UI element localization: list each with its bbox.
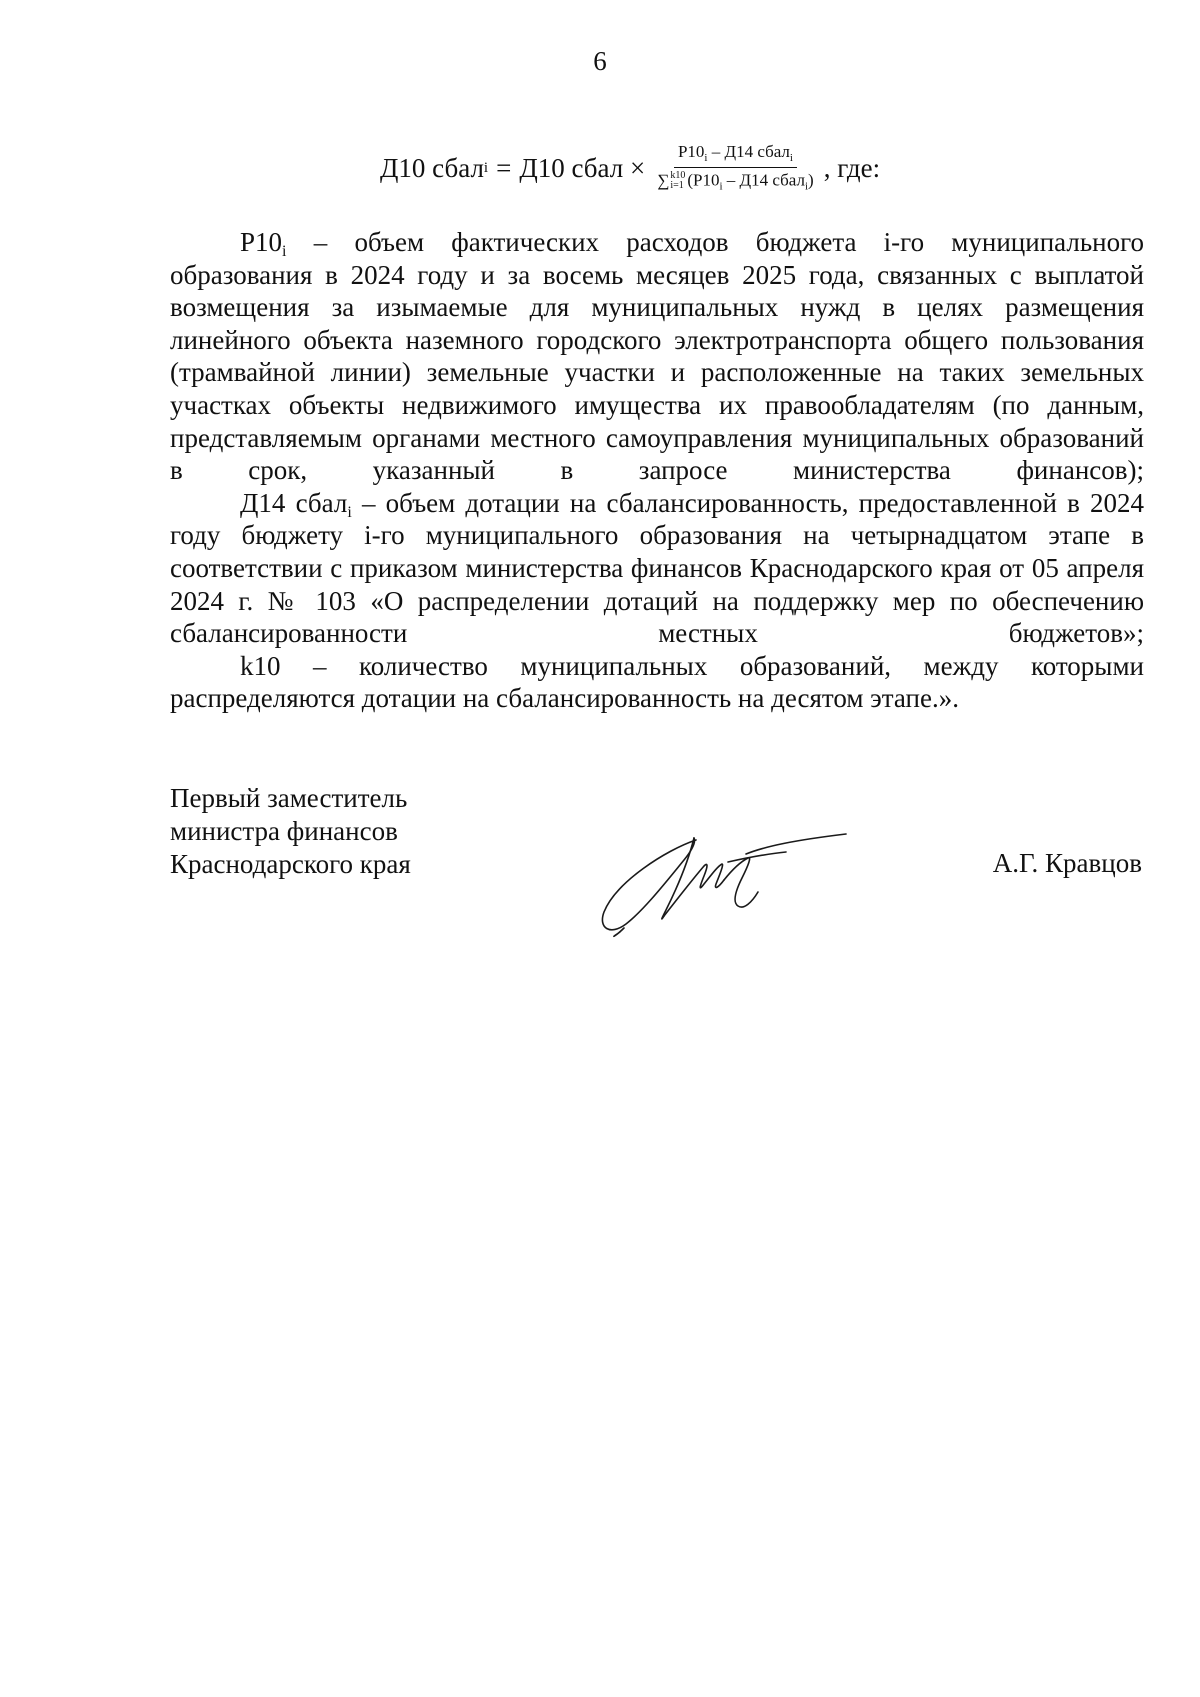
definition-term-sub: i — [347, 503, 352, 521]
definition-p10 — [170, 226, 1144, 487]
formula-suffix: , где: — [823, 152, 881, 183]
definition-k10 — [170, 650, 1144, 715]
definitions — [170, 226, 1144, 715]
numerator-term-b-sub: i — [789, 151, 793, 164]
definition-text: – количество муниципальных образований, между которыми распределяются дотации на сбалансированность на десятом этапе.». — [170, 650, 1144, 714]
definition-term-sub: i — [282, 243, 287, 260]
formula — [380, 128, 880, 208]
formula-fraction — [653, 143, 817, 194]
formula-denominator — [653, 168, 817, 193]
sigma-upper-limit: k10 — [670, 170, 686, 182]
signer-position-line: министра финансов — [170, 816, 398, 846]
definition-d14 — [170, 487, 1144, 650]
signer-position-line: Первый заместитель — [170, 783, 408, 813]
sigma-symbol: ∑ — [657, 170, 670, 190]
sigma-lower-limit: i=1 — [670, 179, 684, 191]
definition-text: – объем фактических расходов бюджета i-го муниципального образования в 2024 году и за восемь месяцев 2025 года, связанных с выплатой возмещения за изымаемые для муниципальных нужд в целях размещения линейного объекта наземного городского электротранспорта общего пользования (трамвайной линии) земельные участки и расположенные на таких земельных участках объекты недвижимого имущества их правообладателям (по данным, представляемым органами местного самоуправления муниципальных образований в срок, указанный в запросе министерства финансов); — [170, 227, 1144, 486]
signer-position-line: Краснодарского края — [170, 849, 411, 879]
formula-lhs: Д10 сбал — [380, 152, 484, 183]
definition-term: k10 — [240, 650, 281, 681]
handwritten-signature — [596, 832, 856, 942]
signer-position — [170, 782, 411, 881]
denominator-term-a: (Р10 — [687, 170, 720, 190]
formula-rhs-prefix: Д10 сбал × — [519, 152, 646, 183]
numerator-term-b: – Д14 сбал — [707, 141, 790, 161]
denominator-term-b: – Д14 сбал — [722, 170, 805, 190]
signer-name: А.Г. Кравцов — [992, 848, 1142, 878]
denominator-close: ) — [808, 170, 814, 190]
formula-numerator — [674, 143, 797, 169]
denominator-term-a-sub: i — [719, 180, 723, 193]
definition-term: Д14 сбал — [240, 487, 348, 518]
formula-equals: = — [496, 152, 512, 183]
denominator-term-b-sub: i — [804, 180, 809, 193]
numerator-term-a-sub: i — [704, 151, 708, 164]
definition-text: – объем дотации на сбалансированность, предоставленной в 2024 году бюджету i-го муниципального образования на четырнадцатом этапе в соответствии с приказом министерства финансов Краснодарского края от 05 апреля 2024 г. № 103 «О распределении дотаций на поддержку мер по обеспечению сбалансированности местных бюджетов»; — [170, 487, 1144, 649]
formula-lhs-sub: i — [483, 159, 489, 176]
definition-term: Р10 — [240, 227, 283, 257]
numerator-term-a: Р10 — [677, 141, 705, 161]
page-number: 6 — [593, 46, 607, 76]
